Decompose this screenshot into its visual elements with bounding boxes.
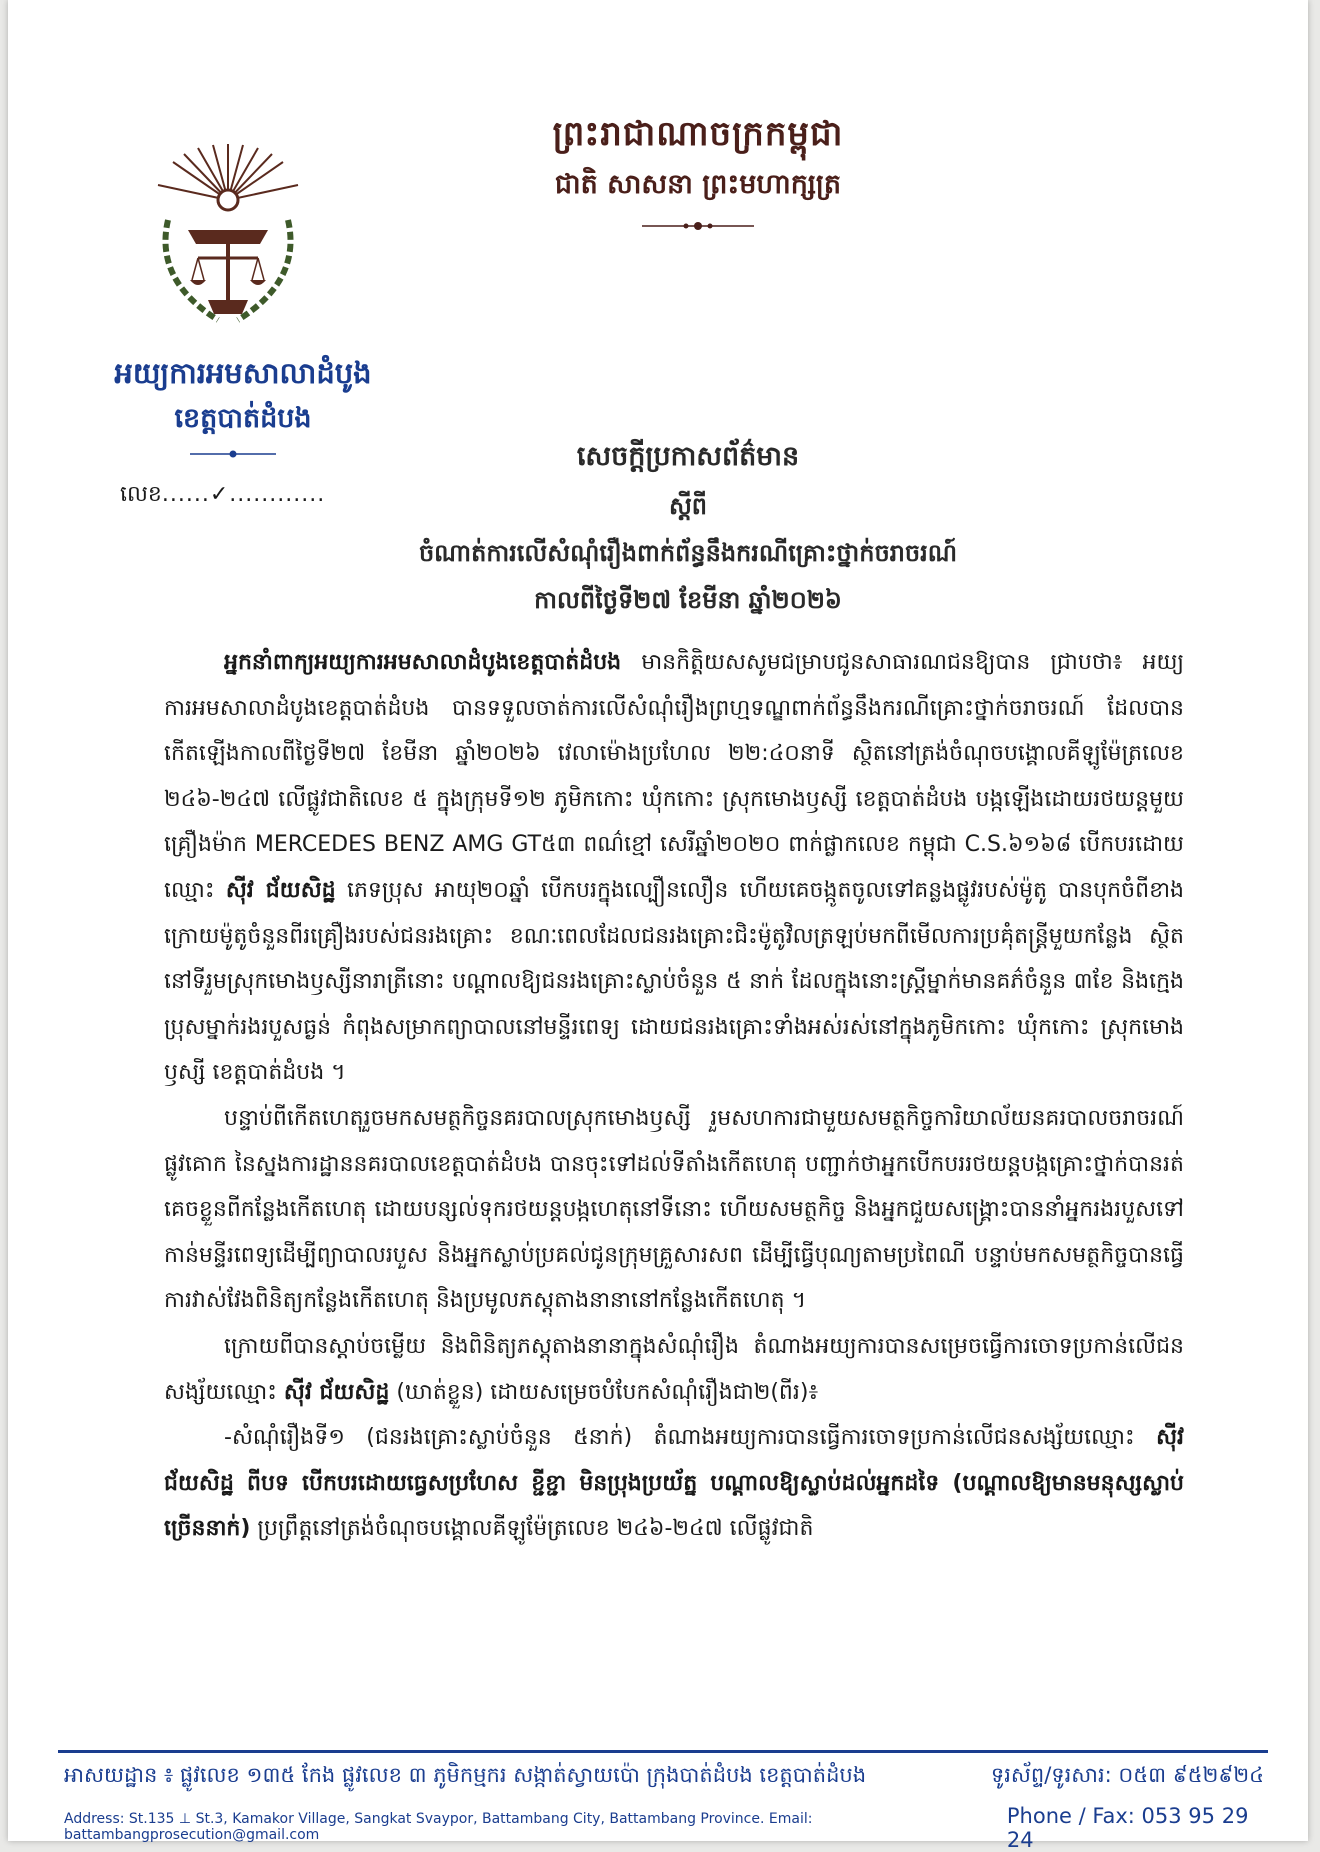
reference-label: លេខ bbox=[120, 482, 162, 507]
kingdom-title: ព្រះរាជាណាចក្រកម្ពុជា bbox=[552, 114, 844, 154]
paragraph-1 bbox=[164, 640, 1184, 1096]
reference-dots: ......✓............ bbox=[161, 482, 326, 507]
paragraph-1-text-b: ភេទប្រុស អាយុ២០ឆ្នាំ បើកបរក្នុងល្បឿនលឿន ហើយគេចង្កូតចូលទៅគន្លងផ្លូវរបស់ម៉ូតូ បានបុកចំពីខាងក្រោយម៉ូតូចំនួនពីរគ្រឿងរបស់ជនរងគ្រោះ ខណៈពេលដែលជនរងគ្រោះជិះម៉ូតូវិលត្រឡប់មកពីមើលការប្រគុំតន្ត្រីមួយកន្លែង ស្ថិតនៅទីរួមស្រុកមោងឫស្សីនារាត្រីនោះ បណ្តាលឱ្យជនរងគ្រោះស្លាប់ចំនួន ៥ នាក់ ដែលក្នុងនោះស្ត្រីម្នាក់មានគភ៌ចំនួន ៣ខែ និងក្មេងប្រុសម្នាក់រងរបួសធ្ងន់ កំពុងសម្រាកព្យាបាលនៅមន្ទីរពេទ្យ ដោយជនរងគ្រោះទាំងអស់រស់នៅក្នុងភូមិកកោះ ឃុំកកោះ ស្រុកមោងឫស្សី ខេត្តបាត់ដំបង ។ bbox=[164, 877, 1184, 1086]
document-page bbox=[8, 0, 1308, 1852]
suspect-name-2: ស៊ីវ ជ័យសិដ្ឋ bbox=[283, 1379, 390, 1405]
document-body bbox=[164, 640, 1184, 1552]
national-motto: ជាតិ សាសនា ព្រះមហាក្សត្រ bbox=[554, 169, 842, 200]
paragraph-3 bbox=[164, 1324, 1184, 1415]
office-name-line1: អយ្យការអមសាលាដំបូង bbox=[114, 356, 372, 390]
ornament-divider-icon bbox=[638, 219, 758, 233]
suspect-name: ស៊ីវ ជ័យសិដ្ឋ bbox=[225, 877, 336, 903]
paragraph-4 bbox=[164, 1415, 1184, 1552]
footer-divider bbox=[58, 1750, 1268, 1753]
paragraph-1-text-a: មានកិត្តិយសសូមជម្រាបជូនសាធារណជនឱ្យបាន ជ្រាបថា៖ អយ្យការអមសាលាដំបូងខេត្តបាត់ដំបង បានទទួលចាត់ការលើសំណុំរឿងព្រហ្មទណ្ឌពាក់ព័ន្ធនឹងករណីគ្រោះថ្នាក់ចរាចរណ៍ ដែលបានកើតឡើងកាលពីថ្ងៃទី២៧ ខែមីនា ឆ្នាំ២០២៦ វេលាម៉ោងប្រហែល ២២:៤០នាទី ស្ថិតនៅត្រង់ចំណុចបង្គោលគីឡូម៉ែត្រលេខ ២៤៦-២៤៧ លើផ្លូវជាតិលេខ ៥ ក្នុងក្រុមទី១២ ភូមិកកោះ ឃុំកកោះ ស្រុកមោងឫស្សី ខេត្តបាត់ដំបង បង្កឡើងដោយរថយន្តមួយគ្រឿងម៉ាក MERCEDES BENZ AMG GT៥៣ ពណ៌ខ្មៅ សេរីឆ្នាំ២០២០ ពាក់ផ្លាកលេខ កម្ពុជា C.S.៦១៦៨ បើកបរដោយឈ្មោះ bbox=[164, 650, 1184, 903]
footer-address-en: Address: St.135 ⊥ St.3, Kamakor Village, Sangkat Svaypor, Battambang City, Battambang Province. Email: battambangprosecution@gmail.com bbox=[64, 1811, 813, 1843]
paragraph-2: បន្ទាប់ពីកើតហេតុរួចមកសមត្ថកិច្ចនគរបាលស្រុកមោងឫស្សី រួមសហការជាមួយសមត្ថកិច្ចការិយាល័យនគរបាលចរាចរណ៍ផ្លូវគោក នៃស្នងការដ្ឋាននគរបាលខេត្តបាត់ដំបង បានចុះទៅដល់ទីតាំងកើតហេតុ បញ្ជាក់ថាអ្នកបើកបររថយន្តបង្កគ្រោះថ្នាក់បានរត់គេចខ្លួនពីកន្លែងកើតហេតុ ដោយបន្សល់ទុករថយន្តបង្កហេតុនៅទីនោះ ហើយសមត្ថកិច្ច និងអ្នកជួយសង្គ្រោះបាននាំអ្នករងរបួសទៅកាន់មន្ទីរពេទ្យដើម្បីព្យាបាលរបួស និងអ្នកស្លាប់ប្រគល់ជូនក្រុមគ្រួសារសព ដើម្បីធ្វើបុណ្យតាមប្រពៃណី បន្ទាប់មកសមត្ថកិច្ចបានធ្វើការវាស់វែងពិនិត្យកន្លែងកើតហេតុ និងប្រមូលភស្តុតាងនានានៅកន្លែងកើតហេតុ ។ bbox=[164, 1105, 1184, 1314]
office-name-line2: ខេត្តបាត់ដំបង bbox=[174, 403, 312, 434]
paragraph-3-text-b: (ឃាត់ខ្លួន) ដោយសម្រេចបំបែកសំណុំរឿងជា២(ពីរ)៖ bbox=[389, 1379, 819, 1405]
document-subject: ចំណាត់ការលើសំណុំរឿងពាក់ព័ន្ធនឹងករណីគ្រោះថ្នាក់ចរាចរណ៍ bbox=[418, 539, 958, 567]
letterhead-right bbox=[528, 112, 868, 233]
paragraph-4-text-b: ប្រព្រឹត្តនៅត្រង់ចំណុចបង្គោលគីឡូម៉ែត្រលេខ ២៤៦-២៤៧ លើផ្លូវជាតិ bbox=[250, 1516, 814, 1542]
paragraph-1-lead: អ្នកនាំពាក្យអយ្យការអមសាលាដំបូងខេត្តបាត់ដំបង bbox=[224, 650, 622, 675]
footer-khmer bbox=[64, 1762, 1264, 1793]
document-date: កាលពីថ្ងៃទី២៧ ខែមីនា ឆ្នាំ២០២៦ bbox=[534, 586, 842, 614]
footer-phone-en: Phone / Fax: 053 95 29 24 bbox=[1006, 1804, 1249, 1852]
document-title: សេចក្តីប្រកាសព័ត៌មាន bbox=[576, 441, 800, 472]
paragraph-3-text-a: ក្រោយពីបានស្តាប់ចម្លើយ និងពិនិត្យភស្តុតាងនានាក្នុងសំណុំរឿង តំណាងអយ្យការបានសម្រេចធ្វើការចោទប្រកាន់លើជនសង្ស័យឈ្មោះ bbox=[164, 1333, 1184, 1405]
prosecution-emblem-icon bbox=[148, 140, 308, 340]
footer-address-kh: អាសយដ្ឋាន ៖ ផ្លូវលេខ ១៣៥ កែង ផ្លូវលេខ ៣ ភូមិកម្មករ សង្កាត់ស្វាយប៉ោ ក្រុងបាត់ដំបង ខេត្តបាត់ដំបង bbox=[64, 1763, 867, 1787]
footer-english bbox=[64, 1804, 1264, 1852]
document-title-block bbox=[238, 440, 1138, 620]
document-subject-label: ស្តីពី bbox=[668, 492, 708, 520]
charge-text: ស៊ីវ ជ័យសិដ្ឋ ពីបទ បើកបរដោយធ្វេសប្រហែស ខ្ជីខ្ជា មិនប្រុងប្រយ័ត្ន បណ្តាលឱ្យស្លាប់ដល់អ្នកដទៃ (បណ្តាលឱ្យមានមនុស្សស្លាប់ច្រើននាក់) bbox=[164, 1425, 1184, 1542]
office-name bbox=[78, 356, 408, 441]
footer-phone-kh: ទូរស័ព្ទ/ទូរសារ: ០៥៣ ៩៥២៩២៤ bbox=[990, 1763, 1264, 1787]
paragraph-4-text-a: -សំណុំរឿងទី១ (ជនរងគ្រោះស្លាប់ចំនួន ៥នាក់) តំណាងអយ្យការបានធ្វើការចោទប្រកាន់លើជនសង្ស័យឈ្មោះ bbox=[224, 1425, 1157, 1451]
